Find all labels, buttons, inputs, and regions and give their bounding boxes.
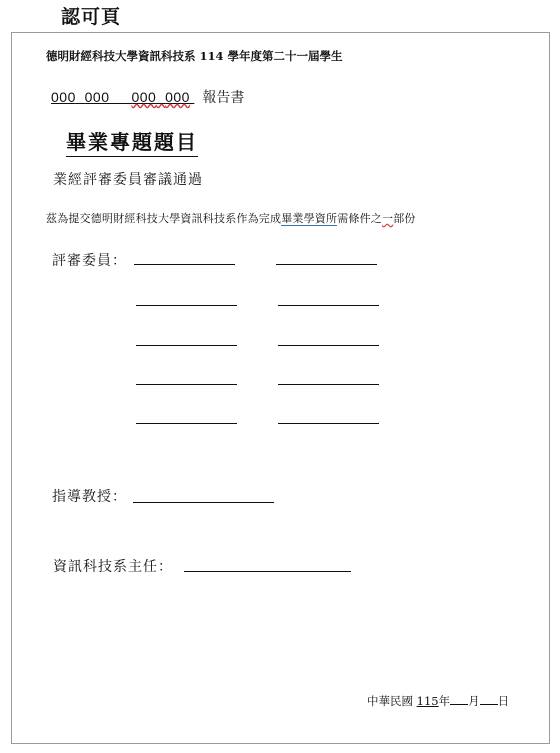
advisor-label: 指導教授： [52, 489, 127, 505]
project-title: 畢業專題題目 [66, 126, 198, 157]
committee-signature-line-7 [136, 384, 237, 385]
report-title-line [51, 87, 244, 107]
advisor-signature-line [133, 502, 274, 503]
date-line [367, 693, 509, 709]
university-department-line: 德明財經科技大學資訊科技系 114 學年度第二十一屆學生 [46, 49, 343, 63]
date-day-blank [480, 694, 498, 705]
committee-signature-line-3 [136, 305, 237, 306]
committee-signature-line-2 [276, 264, 377, 265]
approved-statement: 業經評審委員審議通過 [53, 172, 203, 188]
committee-label: 評審委員： [52, 253, 127, 269]
committee-signature-line-10 [278, 423, 379, 424]
report-code-a: 000 [51, 89, 76, 105]
committee-signature-line-9 [136, 423, 237, 424]
report-code-d: 000 [165, 89, 190, 105]
date-prefix: 中華民國 [367, 694, 413, 708]
committee-signature-line-1 [134, 264, 235, 265]
committee-signature-line-8 [278, 384, 379, 385]
date-month-blank [450, 694, 468, 705]
date-year: 115 [416, 694, 439, 708]
statement-wavy: 一 [382, 212, 394, 225]
statement-prefix: 茲為提交德明財經科技大學資訊科技系作為完成 [46, 212, 282, 225]
statement-middle: 需條件之 [337, 212, 383, 225]
submission-statement [46, 210, 416, 226]
date-month-unit: 月 [468, 694, 480, 708]
statement-underlined: 畢業學資所 [281, 212, 338, 225]
report-label: 報告書 [202, 90, 245, 106]
committee-signature-line-4 [278, 305, 379, 306]
department-chair-label: 資訊科技系主任： [53, 559, 173, 575]
committee-signature-line-5 [136, 345, 237, 346]
date-year-unit: 年 [438, 694, 451, 708]
statement-suffix: 部份 [393, 212, 416, 225]
chair-signature-line [184, 571, 351, 572]
report-code [51, 89, 194, 105]
report-code-b: 000 [84, 89, 110, 105]
page-heading: 認可頁 [61, 6, 122, 28]
committee-signature-line-6 [278, 345, 379, 346]
report-code-c: 000 [131, 89, 157, 105]
date-day-unit: 日 [497, 694, 510, 708]
